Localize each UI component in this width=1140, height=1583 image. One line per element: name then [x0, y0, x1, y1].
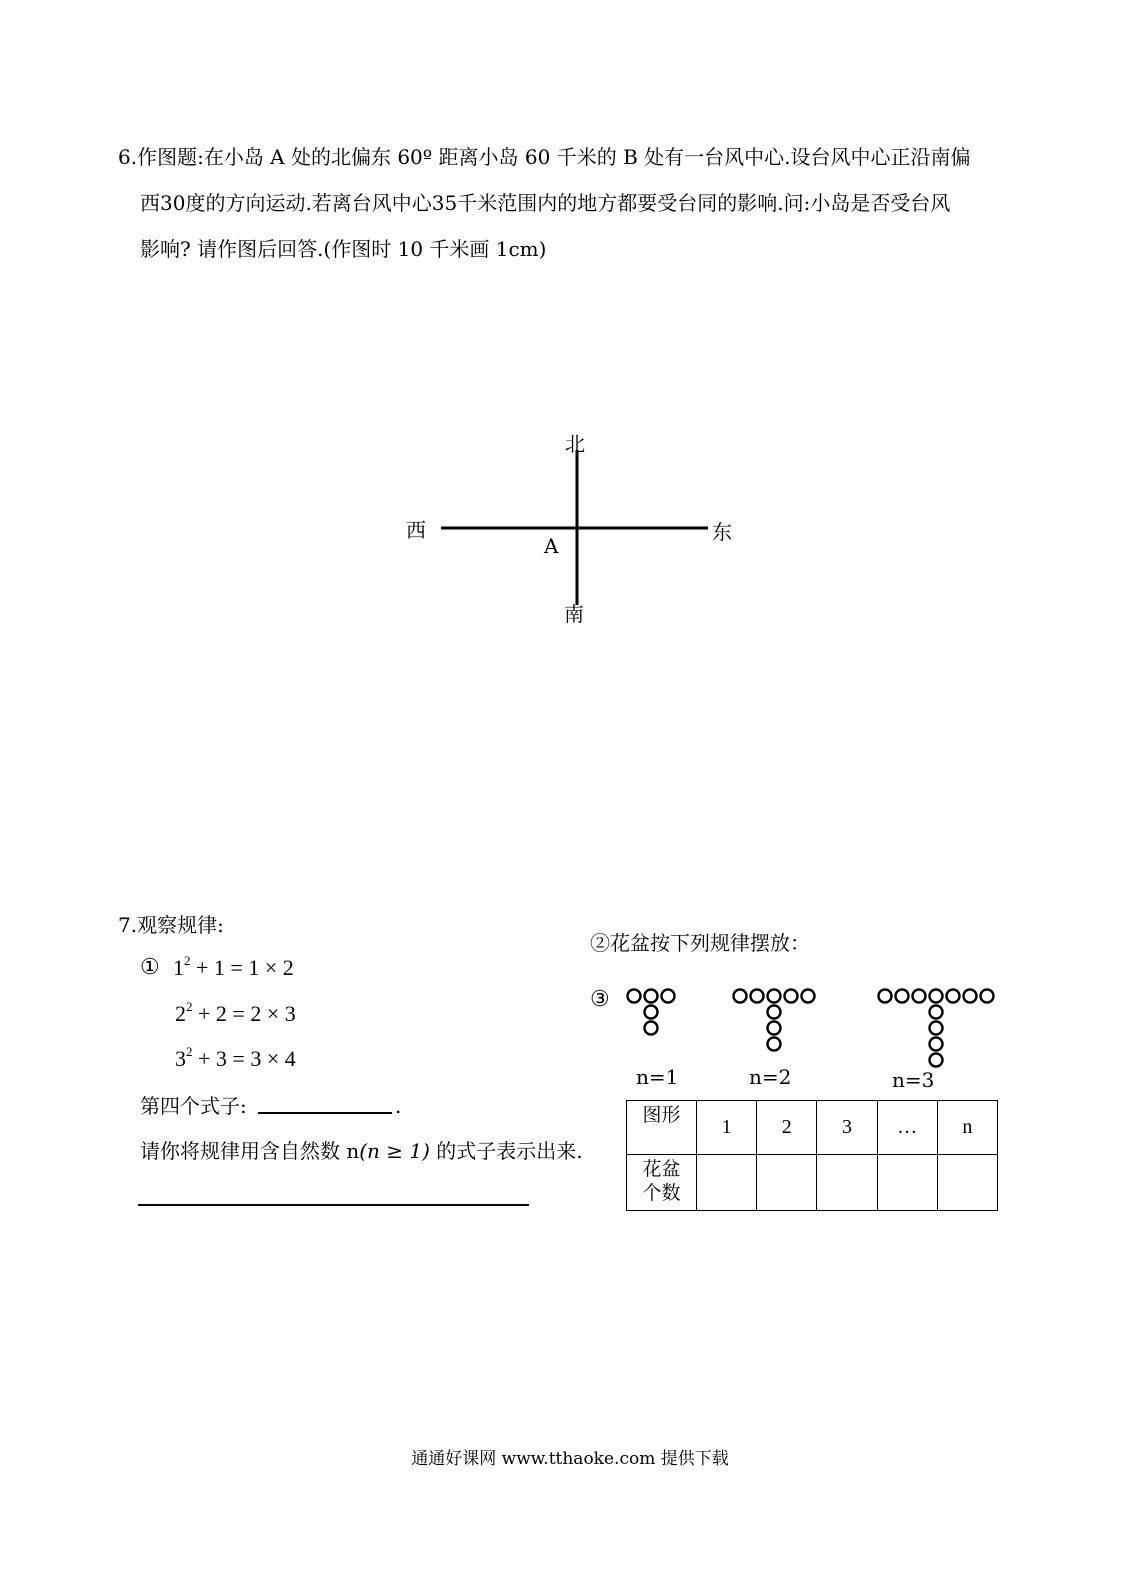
pots-marker-3: ③: [590, 987, 610, 1012]
flower-pot: [785, 990, 798, 1003]
flower-pot: [645, 1006, 658, 1019]
table-col-1: 1: [697, 1101, 757, 1155]
south-label: 南: [564, 602, 584, 626]
flower-pot: [768, 1006, 781, 1019]
flower-pot: [947, 990, 960, 1003]
pattern-label-3: n=3: [892, 1068, 935, 1092]
table-head-count: 花盆 个数: [627, 1155, 697, 1211]
q7-title: 7.观察规律:: [118, 913, 224, 937]
pattern-label-2: n=2: [749, 1065, 792, 1089]
table-col-3: 3: [817, 1101, 877, 1155]
table-answer-cell-n[interactable]: [937, 1155, 997, 1211]
q7-fourth-answer-blank[interactable]: [258, 1112, 392, 1114]
table-answer-cell-1[interactable]: [697, 1155, 757, 1211]
east-label: 东: [712, 520, 732, 544]
flower-pot: [930, 1054, 943, 1067]
flower-pot: [768, 1038, 781, 1051]
flower-pot: [768, 1022, 781, 1035]
q7-equation-1: $1^2 + 1 = 1 \times 2$: [173, 953, 294, 980]
q7-equation-2: $2^2 + 2 = 2 \times 3$: [175, 999, 296, 1026]
q6-line-3: 影响? 请作图后回答.(作图时 10 千米画 1cm): [140, 237, 547, 261]
q7-fourth-end: .: [395, 1094, 402, 1118]
flower-pot: [913, 990, 926, 1003]
flower-pot: [751, 990, 764, 1003]
flower-pot: [930, 1006, 943, 1019]
flower-pot: [930, 1022, 943, 1035]
flower-pot: [930, 990, 943, 1003]
flower-pot: [896, 990, 909, 1003]
page-footer: 通通好课网 www.tthaoke.com 提供下载: [411, 1449, 729, 1469]
flower-pot: [628, 990, 641, 1003]
table-answer-cell-3[interactable]: [817, 1155, 877, 1211]
flower-pot: [981, 990, 994, 1003]
q7-general-answer-blank[interactable]: [138, 1204, 529, 1206]
flower-pot: [964, 990, 977, 1003]
table-answer-cell-2[interactable]: [757, 1155, 817, 1211]
q7-equation-3: $3^2 + 3 = 3 \times 4$: [175, 1044, 296, 1071]
flower-pot: [645, 990, 658, 1003]
table-col-2: 2: [757, 1101, 817, 1155]
q6-line-2: 西30度的方向运动.若离台风中心35千米范围内的地方都要受台同的影响.问:小岛是否受台风: [140, 191, 951, 215]
pot-count-table: [626, 1100, 998, 1211]
table-col-n: n: [937, 1101, 997, 1155]
flower-pot: [645, 1022, 658, 1035]
pots-title: ②花盆按下列规律摆放：: [590, 931, 810, 955]
west-label: 西: [406, 518, 426, 542]
point-a-label: A: [544, 534, 559, 558]
pattern-label-1: n=1: [636, 1065, 679, 1089]
north-label: 北: [565, 432, 585, 456]
q7-general-instruction: 请你将规律用含自然数 n(n ≥ 1) 的式子表示出来.: [140, 1139, 583, 1163]
flower-pot: [662, 990, 675, 1003]
table-head-shape: 图形: [627, 1101, 697, 1155]
q7-fourth-label: 第四个式子:: [140, 1094, 247, 1118]
flower-pot: [734, 990, 747, 1003]
table-answer-cell-ellipsis[interactable]: [877, 1155, 937, 1211]
pot-pattern-group: [628, 990, 994, 1067]
q6-line-1: 6.作图题:在小岛 A 处的北偏东 60º 距离小岛 60 千米的 B 处有一台风中心.设台风中心正沿南偏: [118, 145, 971, 169]
flower-pot: [879, 990, 892, 1003]
flower-pot: [768, 990, 781, 1003]
q7-marker-1: ①: [140, 955, 160, 980]
flower-pot: [802, 990, 815, 1003]
flower-pot: [930, 1038, 943, 1051]
table-col-ellipsis: …: [877, 1101, 937, 1155]
